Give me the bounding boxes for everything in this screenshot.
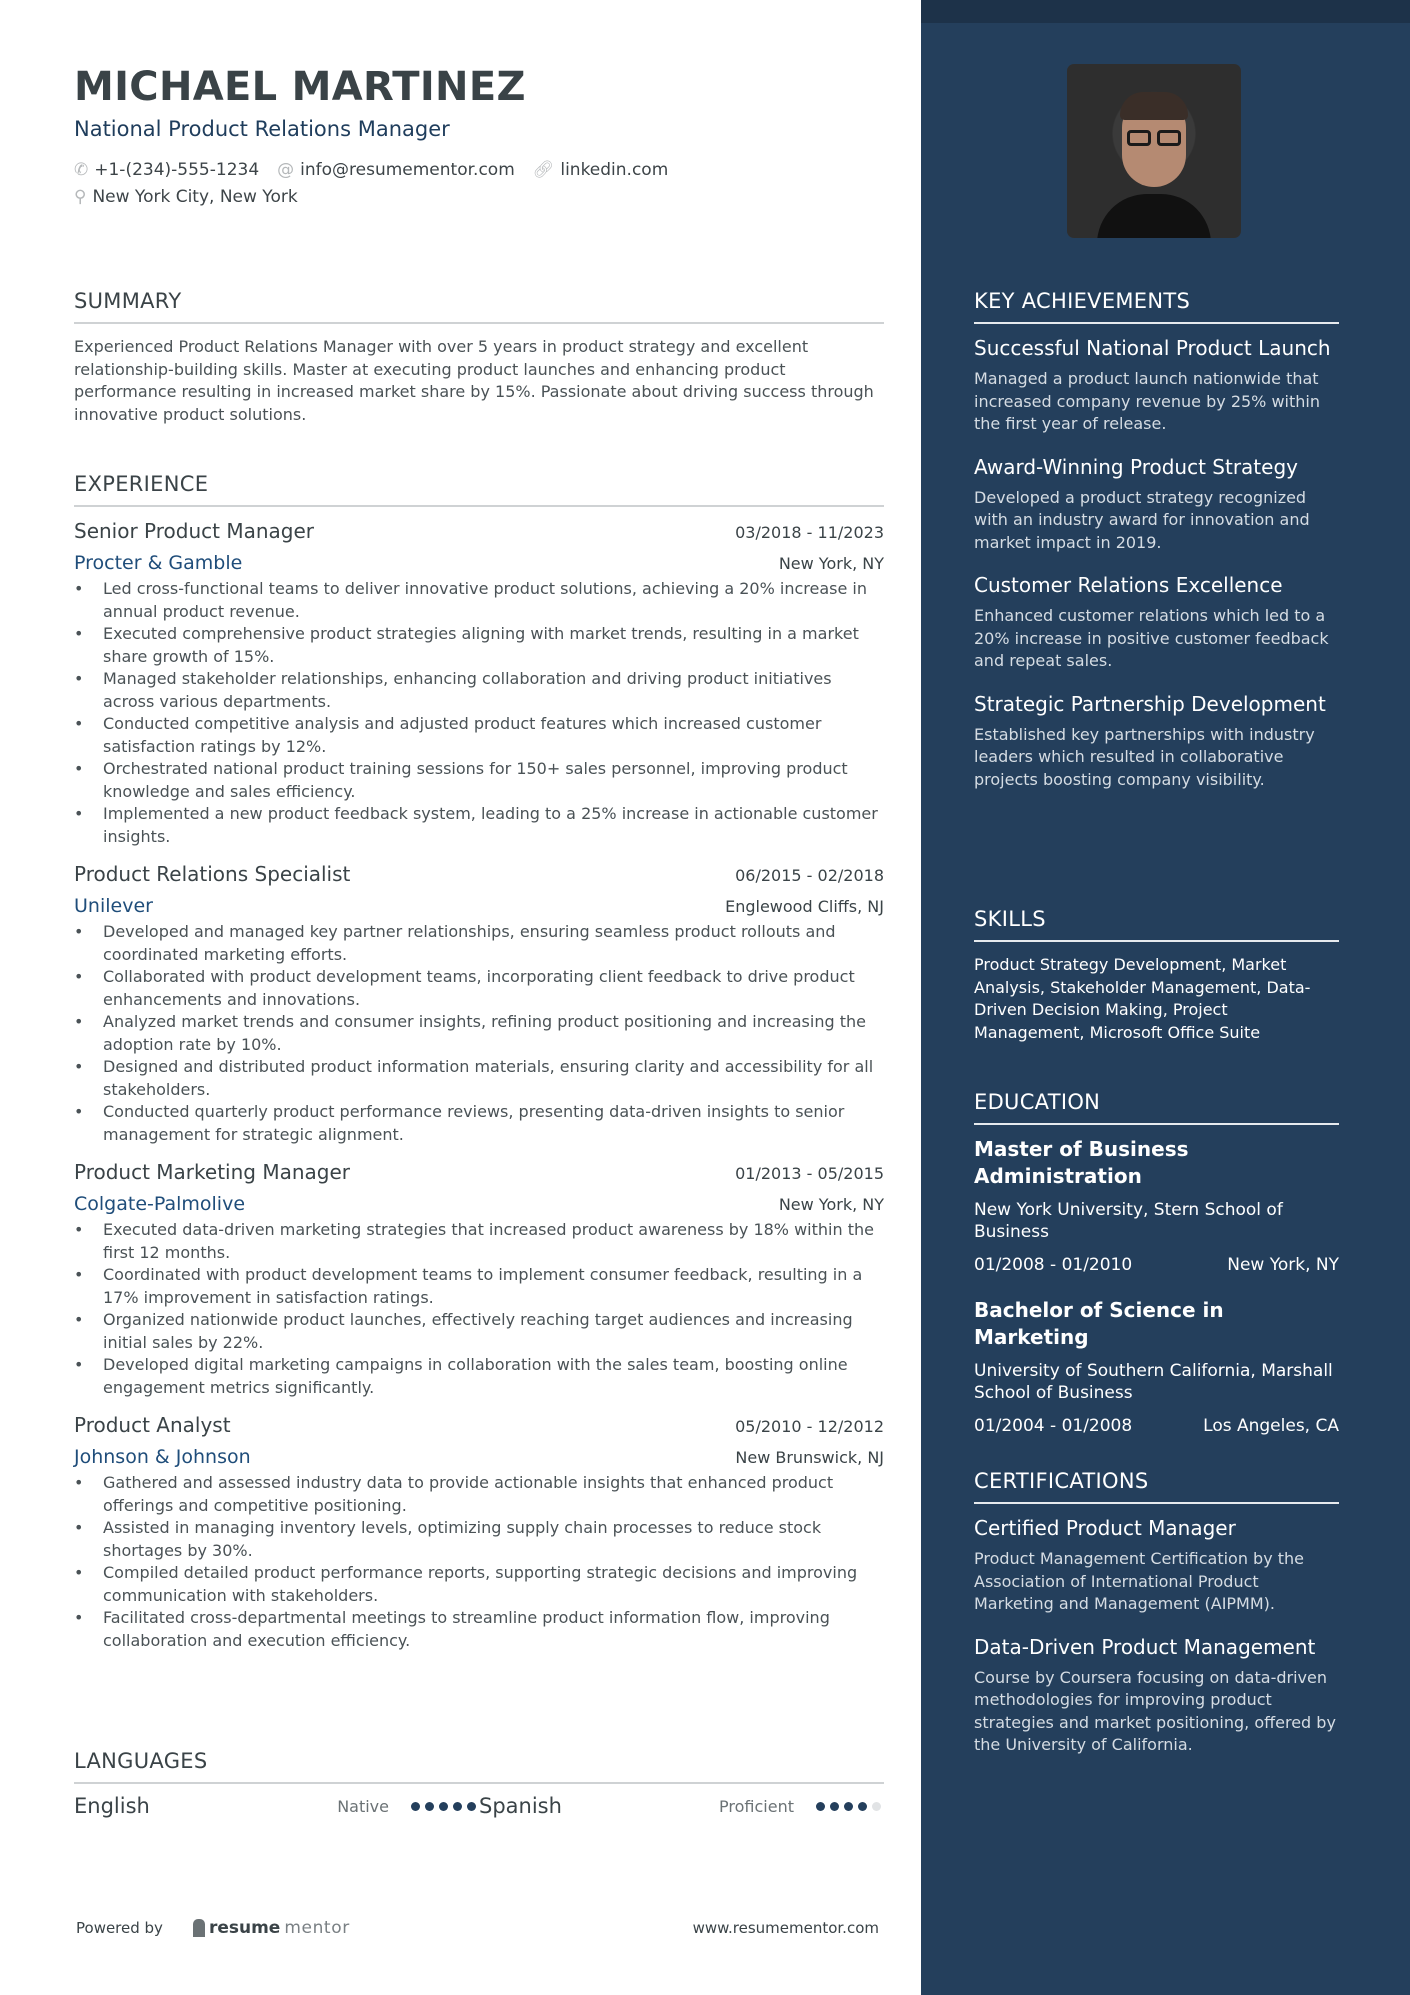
skills-section — [974, 907, 1339, 1044]
language-rating — [411, 1802, 476, 1811]
rating-dot — [816, 1802, 825, 1811]
job-location: New York, NY — [778, 1195, 884, 1214]
job-title: Senior Product Manager — [74, 519, 315, 543]
section-heading: SKILLS — [974, 907, 1339, 942]
website-link[interactable]: www.resumementor.com — [692, 1919, 879, 1937]
rating-dot — [453, 1802, 462, 1811]
section-heading: KEY ACHIEVEMENTS — [974, 289, 1339, 324]
company-name: Unilever — [74, 895, 153, 917]
skills-text: Product Strategy Development, Market Analysis, Stakeholder Management, Data-Driven Decision Making, Project Management, Microsoft Office Suite — [974, 955, 1311, 1042]
language-name: Spanish — [479, 1794, 562, 1818]
achievement-desc: Established key partnerships with industry leaders which resulted in collaborative projects boosting company visibility. — [974, 724, 1315, 789]
certification-title: Certified Product Manager — [974, 1516, 1236, 1540]
language-item — [74, 1794, 479, 1818]
job-bullets — [74, 1219, 884, 1399]
certification-desc: Product Management Certification by the Association of International Product Marketing and Management (AIPMM). — [974, 1549, 1305, 1613]
resumementor-logo[interactable]: resume mentor — [193, 1918, 350, 1938]
rating-dot — [872, 1802, 881, 1811]
rating-dot — [858, 1802, 867, 1811]
certifications-section — [974, 1469, 1339, 1757]
bullet-item: • Assisted in managing inventory levels, optimizing supply chain processes to reduce stock shortages by 30%. — [74, 1517, 884, 1562]
section-heading: SUMMARY — [74, 289, 884, 324]
bullet-item: • Conducted competitive analysis and adjusted product features which increased customer satisfaction ratings by 12%. — [74, 713, 884, 758]
achievement-title: Customer Relations Excellence — [974, 573, 1283, 597]
footer — [76, 1918, 879, 1938]
education-dates: 01/2008 - 01/2010 — [974, 1255, 1133, 1275]
education-meta — [974, 1255, 1339, 1275]
job-entry — [74, 519, 884, 848]
language-level: Proficient — [719, 1796, 794, 1816]
section-heading: CERTIFICATIONS — [974, 1469, 1339, 1504]
link-icon: 🔗︎ — [532, 160, 555, 180]
phone-icon: ✆ — [74, 160, 89, 180]
job-dates: 06/2015 - 02/2018 — [735, 866, 884, 885]
job-bullets — [74, 1472, 884, 1652]
job-dates: 01/2013 - 05/2015 — [735, 1164, 884, 1183]
bullet-item: • Conducted quarterly product performance reviews, presenting data-driven insights to senior management for strategic alignment. — [74, 1101, 884, 1146]
achievements-section — [974, 289, 1339, 791]
job-company-row — [74, 1193, 884, 1215]
bullet-item: • Orchestrated national product training sessions for 150+ sales personnel, improving product knowledge and sales efficiency. — [74, 758, 884, 803]
degree: Master of Business Administration — [974, 1137, 1189, 1188]
bullet-item: • Executed comprehensive product strategies aligning with market trends, resulting in a market share growth of 15%. — [74, 623, 884, 668]
certification-desc: Course by Coursera focusing on data-driven methodologies for improving product strategies and market positioning, offered by the University of California. — [974, 1667, 1336, 1754]
job-bullets — [74, 578, 884, 848]
bullet-item: • Compiled detailed product performance reports, supporting strategic decisions and improving communication with stakeholders. — [74, 1562, 884, 1607]
job-entry — [74, 1160, 884, 1399]
company-name: Procter & Gamble — [74, 552, 243, 574]
summary-text: Experienced Product Relations Manager with over 5 years in product strategy and excellent relationship-building skills. Master at executing product launches and enhancing product performance resulting in increased market share by 15%. Passionate about driving success through innovative product solutions. — [74, 337, 874, 424]
education-dates: 01/2004 - 01/2008 — [974, 1416, 1133, 1436]
summary-section — [74, 289, 884, 426]
degree: Bachelor of Science in Marketing — [974, 1298, 1224, 1349]
school: University of Southern California, Marshall School of Business — [974, 1361, 1333, 1403]
bullet-item: • Implemented a new product feedback system, leading to a 25% increase in actionable customer insights. — [74, 803, 884, 848]
job-location: New York, NY — [778, 554, 884, 573]
section-heading: EXPERIENCE — [74, 472, 884, 507]
bullet-item: • Gathered and assessed industry data to provide actionable insights that enhanced product offerings and competitive positioning. — [74, 1472, 884, 1517]
bullet-item: • Coordinated with product development teams to implement consumer feedback, resulting in a 17% improvement in satisfaction ratings. — [74, 1264, 884, 1309]
email[interactable]: info@resumementor.com — [300, 160, 515, 180]
job-entry — [74, 1413, 884, 1652]
education-location: Los Angeles, CA — [1203, 1416, 1339, 1436]
rating-dot — [830, 1802, 839, 1811]
company-name: Johnson & Johnson — [74, 1446, 251, 1468]
achievement-title: Award-Winning Product Strategy — [974, 454, 1298, 479]
bullet-item: • Designed and distributed product information materials, ensuring clarity and accessibility for all stakeholders. — [74, 1056, 884, 1101]
bullet-item: • Developed and managed key partner relationships, ensuring seamless product rollouts and coordinated marketing efforts. — [74, 921, 884, 966]
job-title: Product Relations Specialist — [74, 862, 351, 886]
job-header — [74, 862, 884, 886]
job-location: Englewood Cliffs, NJ — [725, 897, 884, 916]
job-title: Product Marketing Manager — [74, 1160, 350, 1184]
section-heading: EDUCATION — [974, 1090, 1339, 1125]
achievement-desc: Managed a product launch nationwide that increased company revenue by 25% within the first year of release. — [974, 369, 1320, 433]
bullet-item: • Led cross-functional teams to deliver innovative product solutions, achieving a 20% increase in annual product revenue. — [74, 578, 884, 623]
bullet-item: • Developed digital marketing campaigns in collaboration with the sales team, boosting online engagement metrics significantly. — [74, 1354, 884, 1399]
job-company-row — [74, 895, 884, 917]
location: New York City, New York — [92, 187, 298, 207]
sidebar-top-strip — [921, 0, 1410, 23]
powered-by: Powered by — [76, 1919, 163, 1937]
job-header — [74, 519, 884, 543]
bullet-item: • Collaborated with product development teams, incorporating client feedback to drive product enhancements and innovations. — [74, 966, 884, 1011]
languages-section — [74, 1749, 884, 1818]
language-level: Native — [337, 1796, 389, 1816]
location-row — [74, 187, 298, 207]
experience-section — [74, 472, 884, 1652]
contact-row — [74, 160, 668, 180]
bullet-item: • Managed stakeholder relationships, enhancing collaboration and driving product initiatives across various departments. — [74, 668, 884, 713]
job-location: New Brunswick, NJ — [735, 1448, 884, 1467]
rating-dot — [844, 1802, 853, 1811]
language-name: English — [74, 1794, 150, 1818]
school: New York University, Stern School of Business — [974, 1200, 1283, 1242]
profile-photo — [1067, 64, 1241, 238]
education-meta — [974, 1416, 1339, 1436]
job-company-row — [74, 552, 884, 574]
company-name: Colgate-Palmolive — [74, 1193, 246, 1215]
bullet-item: • Facilitated cross-departmental meetings to streamline product information flow, improving collaboration and execution efficiency. — [74, 1607, 884, 1652]
job-entry — [74, 862, 884, 1146]
job-company-row — [74, 1446, 884, 1468]
achievement-title: Successful National Product Launch — [974, 336, 1331, 360]
sidebar — [921, 0, 1410, 1995]
bullet-item: • Analyzed market trends and consumer insights, refining product positioning and increasing the adoption rate by 10%. — [74, 1011, 884, 1056]
job-title: Product Analyst — [74, 1413, 231, 1437]
achievement-desc: Developed a product strategy recognized with an industry award for innovation and market impact in 2019. — [974, 487, 1310, 552]
certification-title: Data-Driven Product Management — [974, 1634, 1316, 1659]
job-dates: 03/2018 - 11/2023 — [735, 523, 884, 542]
rating-dot — [439, 1802, 448, 1811]
linkedin[interactable]: linkedin.com — [560, 160, 669, 180]
language-rating — [816, 1802, 881, 1811]
language-item — [479, 1794, 884, 1818]
rating-dot — [467, 1802, 476, 1811]
education-section — [974, 1090, 1339, 1436]
candidate-name: MICHAEL MARTINEZ — [74, 64, 526, 110]
bullet-item: • Organized nationwide product launches, effectively reaching target audiences and increasing initial sales by 22%. — [74, 1309, 884, 1354]
education-location: New York, NY — [1227, 1255, 1339, 1275]
at-icon: @ — [277, 160, 295, 180]
rating-dot — [411, 1802, 420, 1811]
job-dates: 05/2010 - 12/2012 — [735, 1417, 884, 1436]
bullet-item: • Executed data-driven marketing strategies that increased product awareness by 18% within the first 12 months. — [74, 1219, 884, 1264]
job-header — [74, 1160, 884, 1184]
job-header — [74, 1413, 884, 1437]
candidate-title: National Product Relations Manager — [74, 117, 450, 141]
section-heading: LANGUAGES — [74, 1749, 884, 1784]
job-bullets — [74, 921, 884, 1146]
phone[interactable]: +1-(234)-555-1234 — [94, 160, 260, 180]
rating-dot — [425, 1802, 434, 1811]
location-pin-icon: ⚲ — [74, 187, 87, 207]
achievement-title: Strategic Partnership Development — [974, 691, 1326, 716]
achievement-desc: Enhanced customer relations which led to a 20% increase in positive customer feedback and repeat sales. — [974, 606, 1329, 670]
